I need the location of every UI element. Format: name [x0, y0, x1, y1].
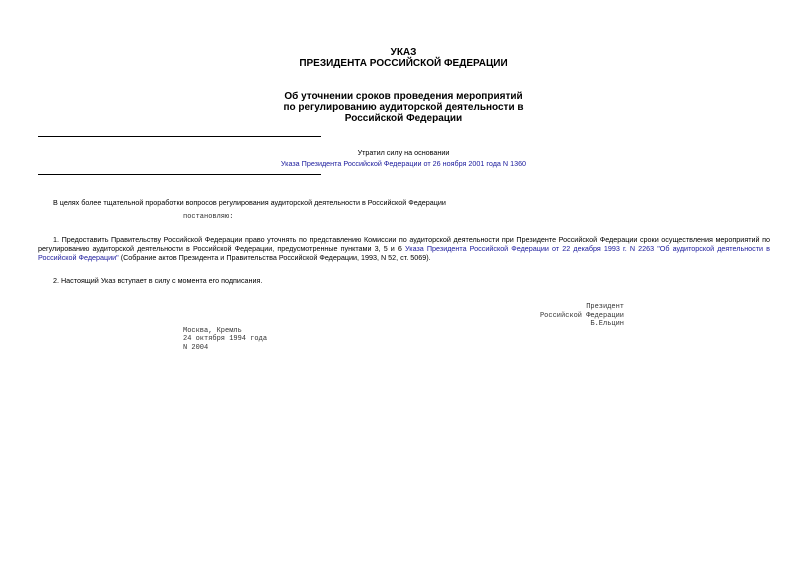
signing-place: Москва, Кремль — [183, 327, 242, 335]
divider-top — [38, 136, 321, 137]
document-title-line-2: по регулированию аудиторской деятельности в — [283, 102, 524, 113]
document-title-line-3: Российской Федерации — [344, 113, 463, 124]
signature-title: Президент — [586, 303, 624, 311]
paragraph-1-citation: (Собрание актов Президента и Правительства Российской Федерации, 1993, N 52, ст. 5069). — [118, 253, 431, 262]
paragraph-2: 2. Настоящий Указ вступает в силу с момента его подписания. — [53, 276, 263, 285]
signing-date: 24 октября 1994 года — [183, 335, 268, 343]
revocation-note: Утратил силу на основании — [357, 148, 450, 157]
decree-number: N 2004 — [183, 344, 209, 352]
document-type: УКАЗ — [390, 47, 417, 58]
decree-link[interactable]: Указа Президента Российской Федерации от 22 декабря 1993 г. N 2263 "Об аудиторской деятельности в Российской Федерации" — [38, 244, 770, 262]
divider-bottom — [38, 174, 321, 175]
document-title-line-1: Об уточнении сроков проведения мероприятий — [284, 91, 523, 102]
signature-office: Российской Федерации — [539, 312, 624, 320]
decree-word: постановляю: — [183, 213, 234, 221]
issuer: ПРЕЗИДЕНТА РОССИЙСКОЙ ФЕДЕРАЦИИ — [299, 58, 508, 69]
preamble: В целях более тщательной проработки вопросов регулирования аудиторской деятельности в Российской Федерации — [53, 198, 446, 207]
signature-name: Б.Ельцин — [590, 320, 624, 328]
revocation-link[interactable]: Указа Президента Российской Федерации от 26 ноября 2001 года N 1360 — [280, 159, 527, 168]
paragraph-1-text: 1. Предоставить Правительству Российской Федерации право уточнять по представлению Комиссии по аудиторской деятельности при Президенте Российской Федерации сроки осуществления мероприятий по регулированию аудиторской деятельности в Российской Федерации, предусмотренные пунктами 3, 5 и 6 — [38, 235, 770, 253]
paragraph-1 — [38, 235, 770, 262]
